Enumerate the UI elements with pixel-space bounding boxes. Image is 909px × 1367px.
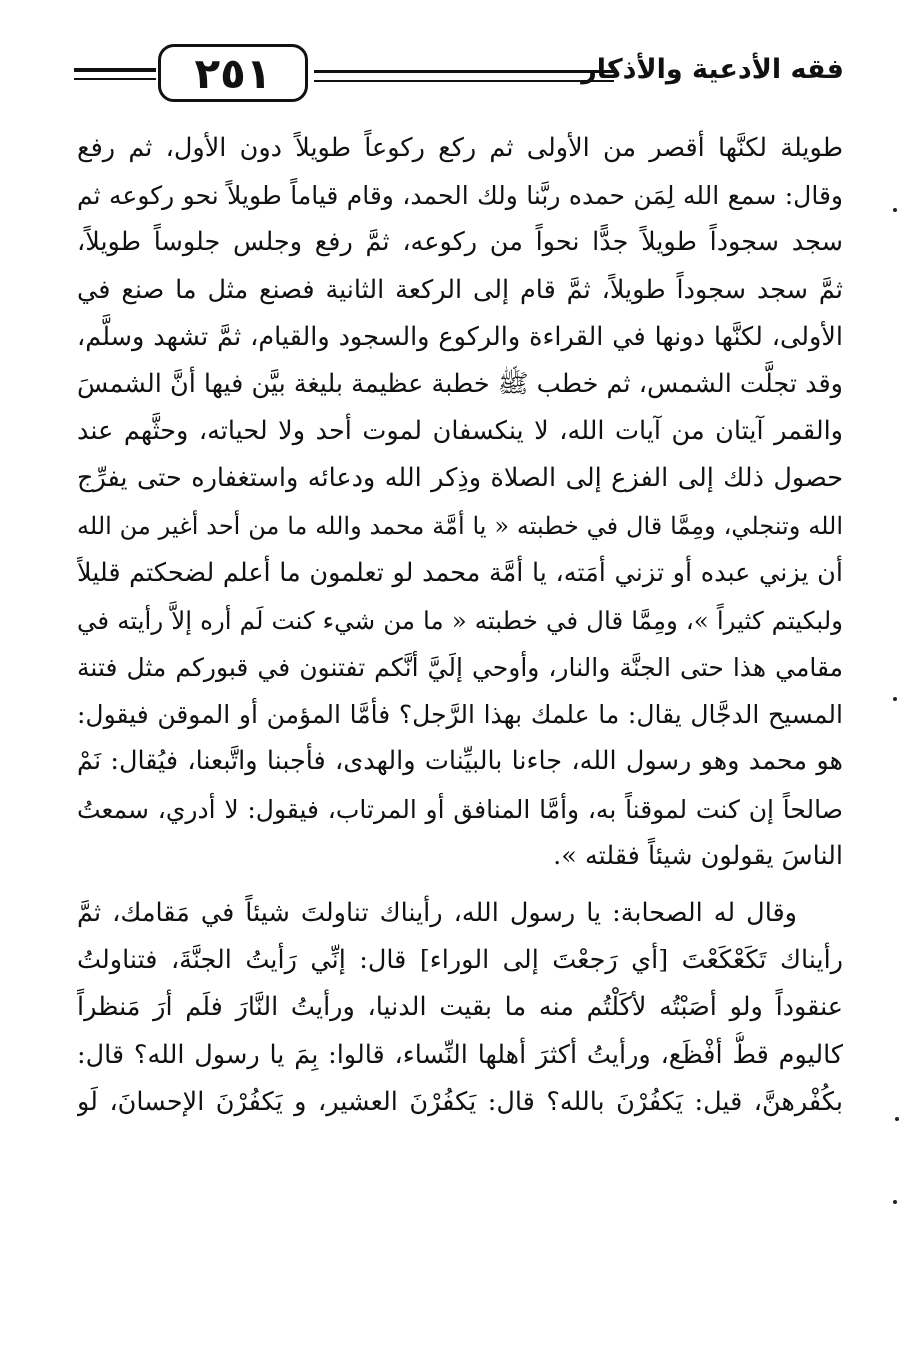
scan-speck <box>893 697 897 701</box>
page-number: ٢٥١ <box>158 44 308 102</box>
text-line: المسيح الدجَّال يقال: ما علمك بهذا الرَّجل؟ فأمَّا المؤمن أو الموقن فيقول: <box>77 700 843 730</box>
paragraph-1 <box>77 125 843 880</box>
text-line: حصول ذلك إلى الفزع إلى الصلاة وذِكر الله ودعائه واستغفاره حتى يفرِّج <box>77 463 843 494</box>
text-line: صالحاً إن كنت لموقناً به، وأمَّا المنافق أو المرتاب، فيقول: لا أدري، سمعتُ <box>77 794 843 824</box>
text-line: والقمر آيتان من آيات الله، لا ينكسفان لموت أحد ولا لحياته، وحثَّهم عند <box>77 416 843 447</box>
text-line: الأولى، لكنَّها دونها في القراءة والركوع والسجود والقيام، ثمَّ تشهد وسلَّم، <box>77 321 843 352</box>
text-line: وقال: سمع الله لِمَن حمده ربَّنا ولك الحمد، وقام قياماً طويلاً نحو ركوعه ثم <box>77 181 843 211</box>
scan-speck <box>893 1200 897 1204</box>
text-line: وقد تجلَّت الشمس، ثم خطب ﷺ خطبة عظيمة بليغة بيَّن فيها أنَّ الشمسَ <box>77 368 843 399</box>
text-line: بكُفْرهنَّ، قيل: يَكفُرْنَ بالله؟ قال: يَكفُرْنَ العشير، و يَكفُرْنَ الإحسانَ، لَو <box>77 1086 843 1117</box>
scan-speck <box>895 1117 899 1121</box>
text-line: طويلة لكنَّها أقصر من الأولى ثم ركع ركوعاً طويلاً دون الأول، ثم رفع <box>77 133 843 163</box>
text-line: عنقوداً ولو أصَبْتُه لأكَلْتُم منه ما بقيت الدنيا، ورأيتُ النَّارَ فلَم أرَ مَنظراً <box>77 992 843 1023</box>
text-line: الناسَ يقولون شيئاً فقلته ». <box>553 840 843 871</box>
scan-speck <box>893 208 897 212</box>
text-line: سجد سجوداً طويلاً جدًّا نحواً من ركوعه، ثمَّ رفع وجلس جلوساً طويلاً، <box>77 227 843 258</box>
text-line: ولبكيتم كثيراً »، ومِمَّا قال في خطبته « ما من شيء كنت لَم أره إلاَّ رأيته في <box>77 605 843 635</box>
text-line: رأيناك تَكَعْكَعْتَ [أي رَجعْتَ إلى الوراء] قال: إنِّي رَأيتُ الجنَّةَ، فتناولتُ <box>77 945 843 976</box>
text-line: أن يزني عبده أو تزني أمَته، يا أمَّة محمد لو تعلمون ما أعلم لضحكتم قليلاً <box>77 557 843 588</box>
text-line: هو محمد وهو رسول الله، جاءنا بالبيِّنات والهدى، فأجبنا واتَّبعنا، فيُقال: نَمْ <box>77 746 843 777</box>
header-rule-right-thick <box>314 70 614 73</box>
header-rule-left-thick <box>74 68 156 72</box>
body-text <box>77 125 843 1126</box>
paragraph-2 <box>77 890 843 1126</box>
text-line: ثمَّ سجد سجوداً طويلاً، ثمَّ قام إلى الركعة الثانية فصنع مثل ما صنع في <box>77 274 843 305</box>
book-title: فقه الأدعية والأذكار <box>581 54 844 85</box>
page-header <box>74 40 844 110</box>
header-rule-left-thin <box>74 78 156 80</box>
text-line: وقال له الصحابة: يا رسول الله، رأيناك تناولتَ شيئاً في مَقامك، ثمَّ <box>77 898 797 928</box>
text-line: مقامي هذا حتى الجنَّة والنار، وأوحي إلَيَّ أنَّكم تفتنون في قبوركم مثل فتنة <box>77 653 843 683</box>
paragraph-gap <box>77 880 843 890</box>
header-rule-right-thin <box>314 80 614 82</box>
text-line: الله وتنجلي، ومِمَّا قال في خطبته « يا أمَّة محمد والله ما من أحد أغير من الله <box>77 511 843 540</box>
text-line: كاليوم قطُّ أفْظَع، ورأيتُ أكثرَ أهلها النِّساء، قالوا: بِمَ يا رسول الله؟ قال: <box>77 1039 843 1070</box>
